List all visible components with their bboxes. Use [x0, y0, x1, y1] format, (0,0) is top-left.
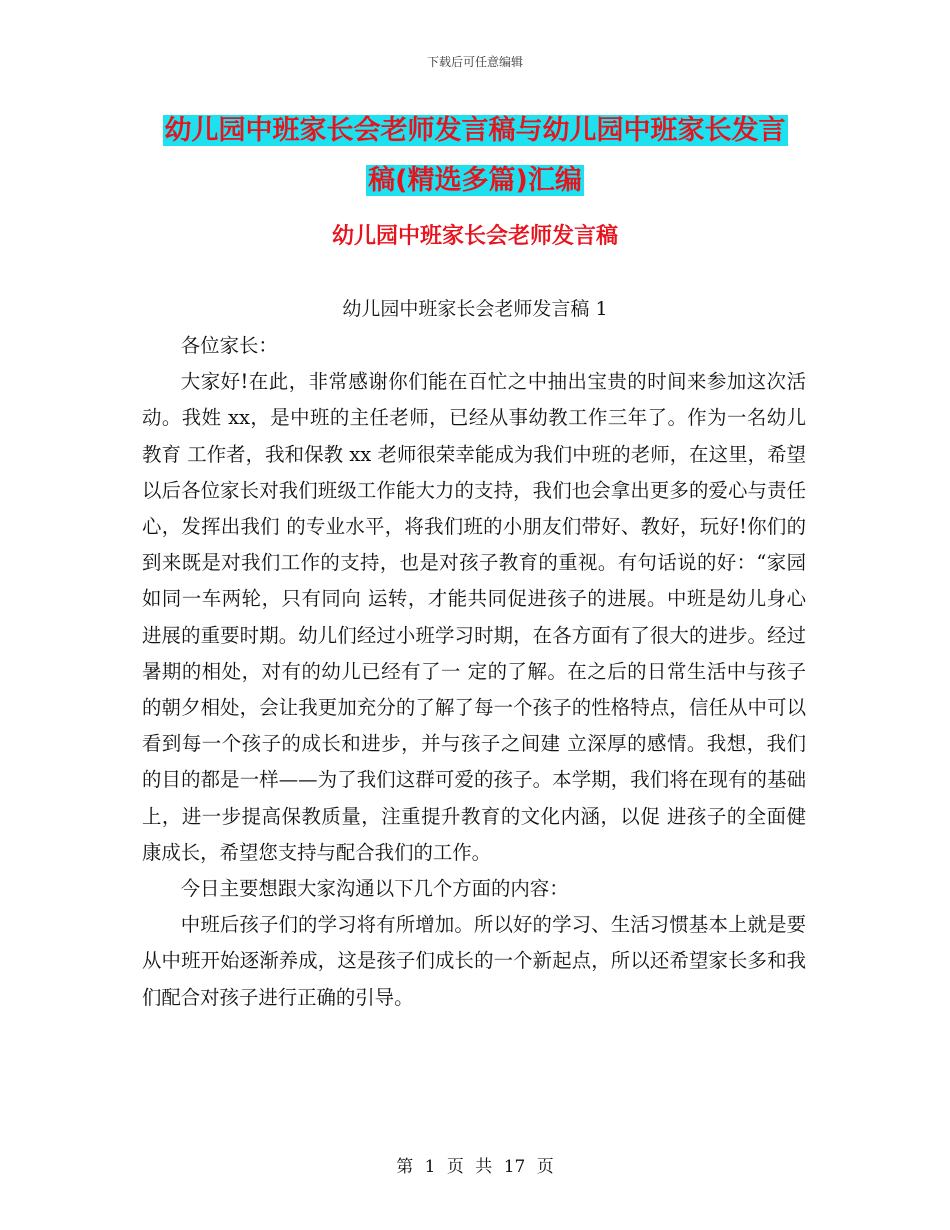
document-title [140, 106, 810, 206]
page-footer: 第 1 页 共 17 页 [396, 1157, 554, 1177]
page-header: 下载后可任意编辑 [426, 55, 523, 69]
body-paragraph: 中班后孩子们的学习将有所增加。所以好的学习、生活习惯基本上就是要从中班开始逐渐养成，这是孩子们成长的一个新起点，所以还希望家长多和我们配合对孩子进行正确的引导。 [142, 913, 806, 1009]
body-paragraph: 今日主要想跟大家沟通以下几个方面的内容： [180, 877, 569, 901]
body-paragraph: 大家好!在此，非常感谢你们能在百忙之中抽出宝贵的时间来参加这次活动。我姓 xx，是中班的主任老师，已经从事幼教工作三年了。作为一名幼儿教育 工作者，我和保教 xx 老师很荣幸能成为我们中班的老师，在这里，希望以后各位家长对我们班级工作能大力的支持，我们也会拿出更多的爱心与责任心，发挥出我们 的专业水平，将我们班的小朋友们带好、教好，玩好!你们的到来既是对我们工作的支持，也是对孩子教育的重视。有句话说的好：“家园如同一车两轮，只有同向 运转，才能共同促进孩子的进展。中班是幼儿身心进展的重要时期。幼儿们经过小班学习时期，在各方面有了很大的进步。经过暑期的相处，对有的幼儿已经有了一 定的了解。在之后的日常生活中与孩子的朝夕相处，会让我更加充分的了解了每一个孩子的性格特点，信任从中可以看到每一个孩子的成长和进步，并与孩子之间建 立深厚的感情。我想，我们的目的都是一样——为了我们这群可爱的孩子。本学期，我们将在现有的基础上，进一步提高保教质量，注重提升教育的文化内涵，以促 进孩子的全面健康成长，希望您支持与配合我们的工作。 [142, 370, 806, 864]
document-title-line-1: 幼儿园中班家长会老师发言稿与幼儿园中班家长发言 [164, 115, 786, 146]
body-text [142, 328, 806, 1016]
speech-subtitle: 幼儿园中班家长会老师发言稿 1 [342, 298, 608, 320]
document-title-line-2: 稿(精选多篇)汇编 [368, 165, 582, 196]
greeting-paragraph: 各位家长： [180, 334, 278, 357]
section-title: 幼儿园中班家长会老师发言稿 [331, 224, 618, 249]
